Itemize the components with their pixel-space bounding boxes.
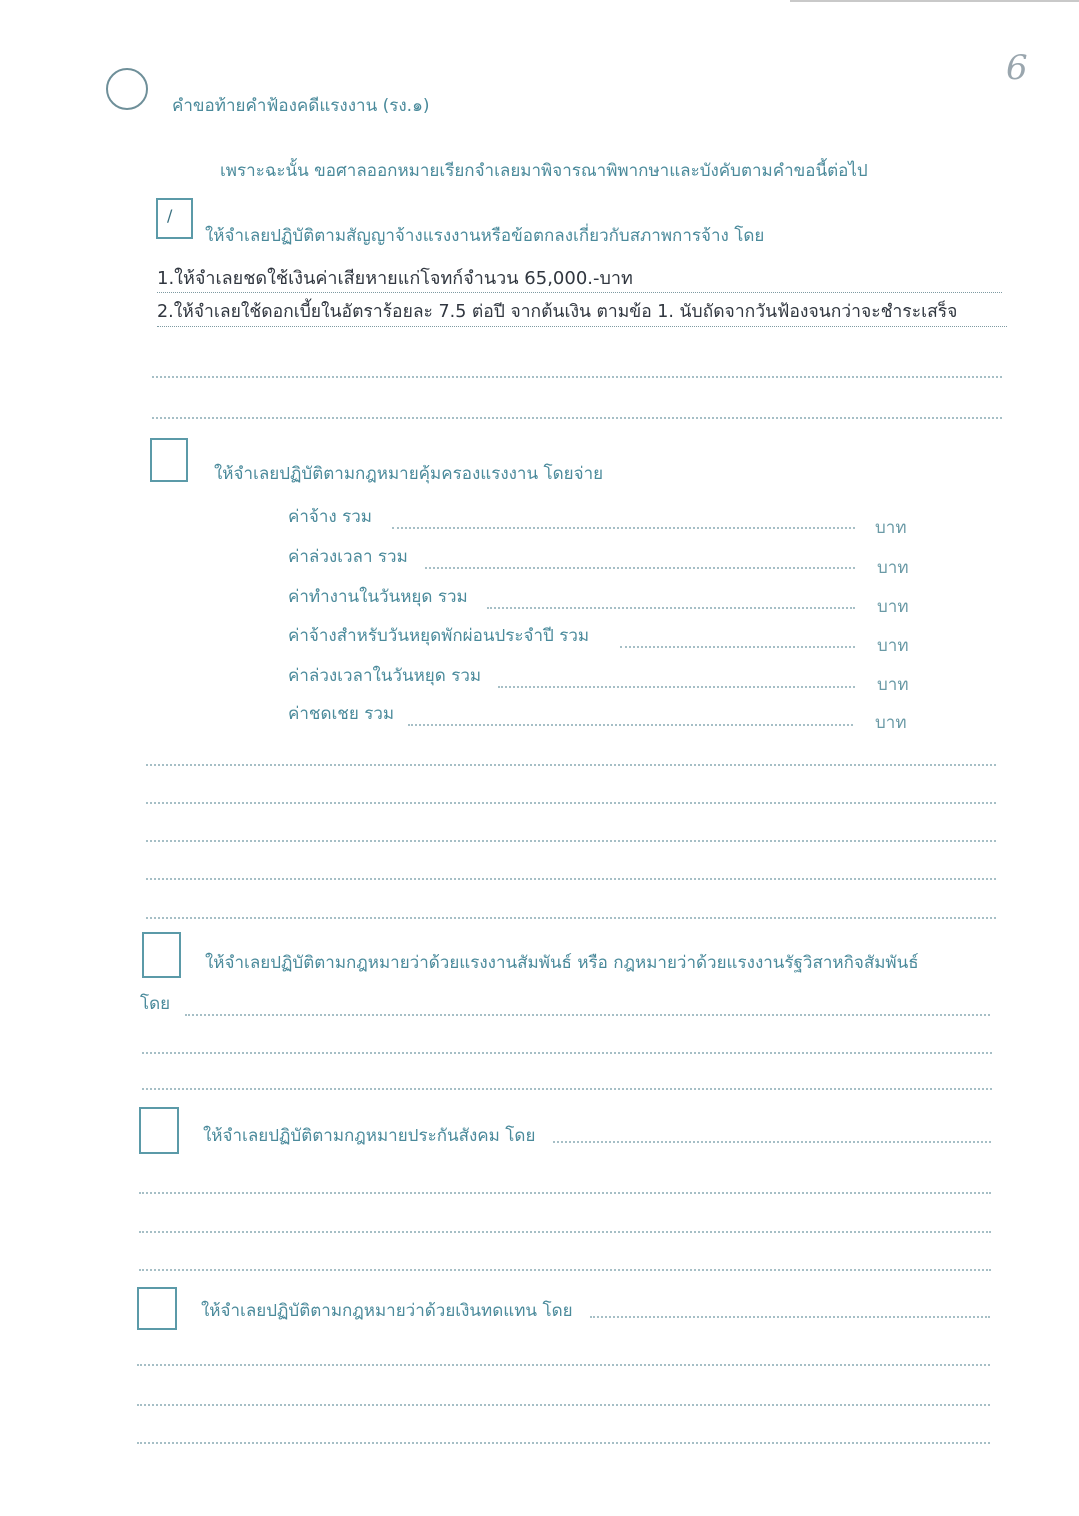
section3-label: ให้จำเลยปฏิบัติตามกฎหมายว่าด้วยแรงงานสัมพันธ์ หรือ กฎหมายว่าด้วยแรงงานรัฐวิสาหกิจสัมพันธ์ [205, 953, 919, 973]
unit-baht: บาท [877, 597, 909, 617]
section1-item-2: 2.ให้จำเลยใช้ดอกเบี้ยในอัตราร้อยละ 7.5 ต่อปี จากต้นเงิน ตามข้อ 1. นับถัดจากวันฟ้องจนกว่าจะชำระเสร็จ [157, 302, 958, 322]
section1-checkbox[interactable] [156, 198, 193, 239]
row-label: ค่าชดเชย รวม [288, 704, 395, 724]
blank-line [152, 376, 1002, 378]
form-title-text: คำขอท้ายคำฟ้องคดีแรงงาน [172, 96, 378, 116]
section1-item-1: 1.ให้จำเลยชดใช้เงินค่าเสียหายแก่โจทก์จำนวน 65,000.-บาท [157, 268, 633, 289]
amount-line [408, 724, 853, 726]
section3-checkbox[interactable] [142, 932, 181, 978]
section5-label: ให้จำเลยปฏิบัติตามกฎหมายว่าด้วยเงินทดแทน โดย [201, 1301, 573, 1321]
section4-label: ให้จำเลยปฏิบัติตามกฎหมายประกันสังคม โดย [203, 1126, 536, 1146]
blank-line [152, 417, 1002, 419]
blank-line [137, 1442, 990, 1444]
amount-line [498, 686, 855, 688]
blank-line [139, 1192, 991, 1194]
section1-label: ให้จำเลยปฏิบัติตามสัญญาจ้างแรงงานหรือข้อตกลงเกี่ยวกับสภาพการจ้าง โดย [205, 226, 765, 246]
section5-checkbox[interactable] [137, 1287, 177, 1330]
blank-line [146, 802, 996, 804]
blank-line [553, 1141, 991, 1143]
unit-baht: บาท [875, 713, 907, 733]
check-mark: / [167, 206, 173, 225]
blank-line [590, 1316, 990, 1318]
scan-edge-line [790, 0, 1079, 2]
blank-line [146, 764, 996, 766]
unit-baht: บาท [877, 675, 909, 695]
blank-line [185, 1014, 990, 1016]
page-number: 6 [1006, 48, 1028, 88]
amount-line [487, 607, 855, 609]
intro-text: เพราะฉะนั้น ขอศาลออกหมายเรียกจำเลยมาพิจารณาพิพากษาและบังคับตามคำขอนี้ต่อไป [220, 161, 868, 181]
row-label: ค่าทำงานในวันหยุด รวม [288, 587, 468, 607]
blank-line [139, 1231, 991, 1233]
blank-line [142, 1052, 992, 1054]
amount-line [392, 527, 855, 529]
row-label: ค่าจ้างสำหรับวันหยุดพักผ่อนประจำปี รวม [288, 626, 590, 646]
form-title [172, 95, 430, 117]
section2-checkbox[interactable] [150, 438, 188, 482]
unit-baht: บาท [875, 518, 907, 538]
blank-line [146, 917, 996, 919]
unit-baht: บาท [877, 636, 909, 656]
punch-hole-circle [106, 68, 148, 110]
amount-line [620, 646, 855, 648]
section2-label: ให้จำเลยปฏิบัติตามกฎหมายคุ้มครองแรงงาน โดยจ่าย [214, 464, 604, 484]
amount-line [425, 567, 855, 569]
blank-line [137, 1404, 990, 1406]
section1-item-2-line [157, 326, 1007, 327]
blank-line [137, 1364, 990, 1366]
section4-checkbox[interactable] [139, 1107, 179, 1154]
unit-baht: บาท [877, 558, 909, 578]
blank-line [146, 878, 996, 880]
row-label: ค่าจ้าง รวม [288, 507, 373, 527]
row-label: ค่าล่วงเวลา รวม [288, 547, 408, 567]
blank-line [142, 1088, 992, 1090]
blank-line [139, 1269, 991, 1271]
blank-line [146, 840, 996, 842]
section1-item-1-line [157, 292, 1002, 293]
row-label: ค่าล่วงเวลาในวันหยุด รวม [288, 666, 482, 686]
form-code: (รง.๑) [382, 96, 430, 116]
section3-prefix: โดย [140, 994, 171, 1014]
